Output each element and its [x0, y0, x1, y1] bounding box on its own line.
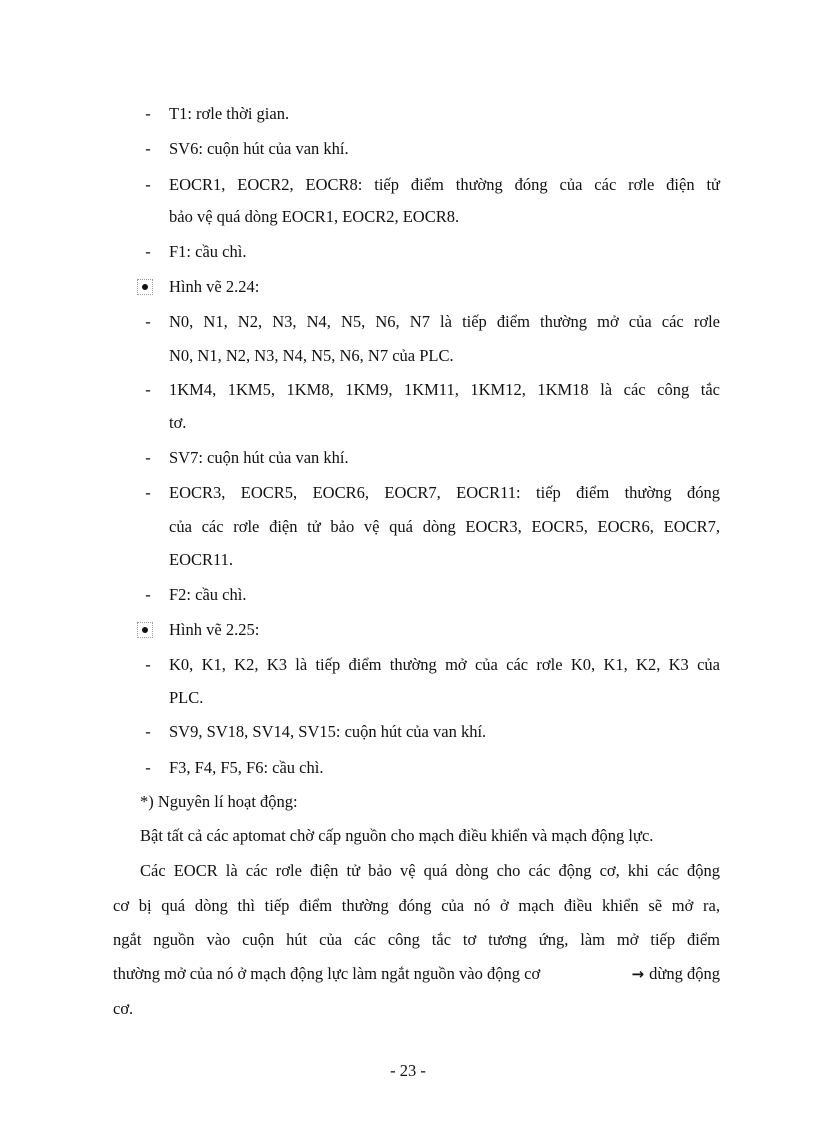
list-dash: -	[145, 242, 151, 261]
paragraph-line-start: thường mở của nó ở mạch động lực làm ngắt nguồn vào động cơ	[113, 964, 541, 983]
page-number: - 23 -	[390, 1061, 426, 1080]
list-item-continuation: của các rơle điện tử bảo vệ quá dòng EOCR3, EOCR5, EOCR6, EOCR7,	[169, 517, 720, 536]
list-item: T1: rơle thời gian.	[169, 104, 290, 123]
paragraph-line: cơ bị quá dòng thì tiếp điểm thường đóng của nó ở mạch điều khiển sẽ mở ra,	[113, 896, 720, 915]
list-dash: -	[145, 585, 151, 604]
paragraph-line: Các EOCR là các rơle điện tử bảo vệ quá dòng cho các động cơ, khi các động	[140, 861, 720, 880]
list-item-continuation: PLC.	[169, 688, 204, 707]
list-dash: -	[145, 312, 151, 331]
bullet-icon	[137, 622, 153, 638]
list-dash: -	[145, 655, 151, 674]
paragraph-line: cơ.	[113, 999, 134, 1018]
list-item: SV9, SV18, SV14, SV15: cuộn hút của van khí.	[169, 722, 487, 741]
list-item: K0, K1, K2, K3 là tiếp điểm thường mở của các rơle K0, K1, K2, K3 của	[169, 655, 720, 674]
list-item-continuation: EOCR11.	[169, 550, 234, 569]
paragraph-line	[113, 964, 720, 984]
list-dash: -	[145, 758, 151, 777]
right-arrow-icon: →	[631, 965, 645, 983]
list-dash: -	[145, 722, 151, 741]
paragraph-line-tail: dừng động	[649, 964, 720, 983]
figure-heading: Hình vẽ 2.25:	[169, 620, 260, 639]
list-dash: -	[145, 175, 151, 194]
list-item: EOCR1, EOCR2, EOCR8: tiếp điểm thường đóng của các rơle điện tử	[169, 175, 720, 194]
list-dash: -	[145, 380, 151, 399]
list-item: SV6: cuộn hút của van khí.	[169, 139, 349, 158]
list-item: 1KM4, 1KM5, 1KM8, 1KM9, 1KM11, 1KM12, 1KM18 là các công tắc	[169, 380, 720, 399]
bullet-icon	[137, 279, 153, 295]
list-item: EOCR3, EOCR5, EOCR6, EOCR7, EOCR11: tiếp điểm thường đóng	[169, 483, 720, 502]
section-heading: *) Nguyên lí hoạt động:	[140, 792, 298, 811]
list-item: SV7: cuộn hút của van khí.	[169, 448, 349, 467]
list-item: F2: cầu chì.	[169, 585, 247, 604]
list-item: N0, N1, N2, N3, N4, N5, N6, N7 là tiếp điểm thường mở của các rơle	[169, 312, 720, 331]
paragraph-line: ngắt nguồn vào cuộn hút của các công tắc tơ tương ứng, làm mở tiếp điểm	[113, 930, 720, 949]
list-item: F1: cầu chì.	[169, 242, 247, 261]
list-item-continuation: bảo vệ quá dòng EOCR1, EOCR2, EOCR8.	[169, 207, 460, 226]
list-dash: -	[145, 104, 151, 123]
figure-heading: Hình vẽ 2.24:	[169, 277, 260, 296]
list-item-continuation: tơ.	[169, 413, 187, 432]
paragraph: Bật tất cả các aptomat chờ cấp nguồn cho mạch điều khiển và mạch động lực.	[140, 826, 654, 845]
list-dash: -	[145, 448, 151, 467]
list-dash: -	[145, 483, 151, 502]
paragraph-line-end	[630, 964, 720, 984]
list-item: F3, F4, F5, F6: cầu chì.	[169, 758, 324, 777]
list-item-continuation: N0, N1, N2, N3, N4, N5, N6, N7 của PLC.	[169, 346, 454, 365]
list-dash: -	[145, 139, 151, 158]
